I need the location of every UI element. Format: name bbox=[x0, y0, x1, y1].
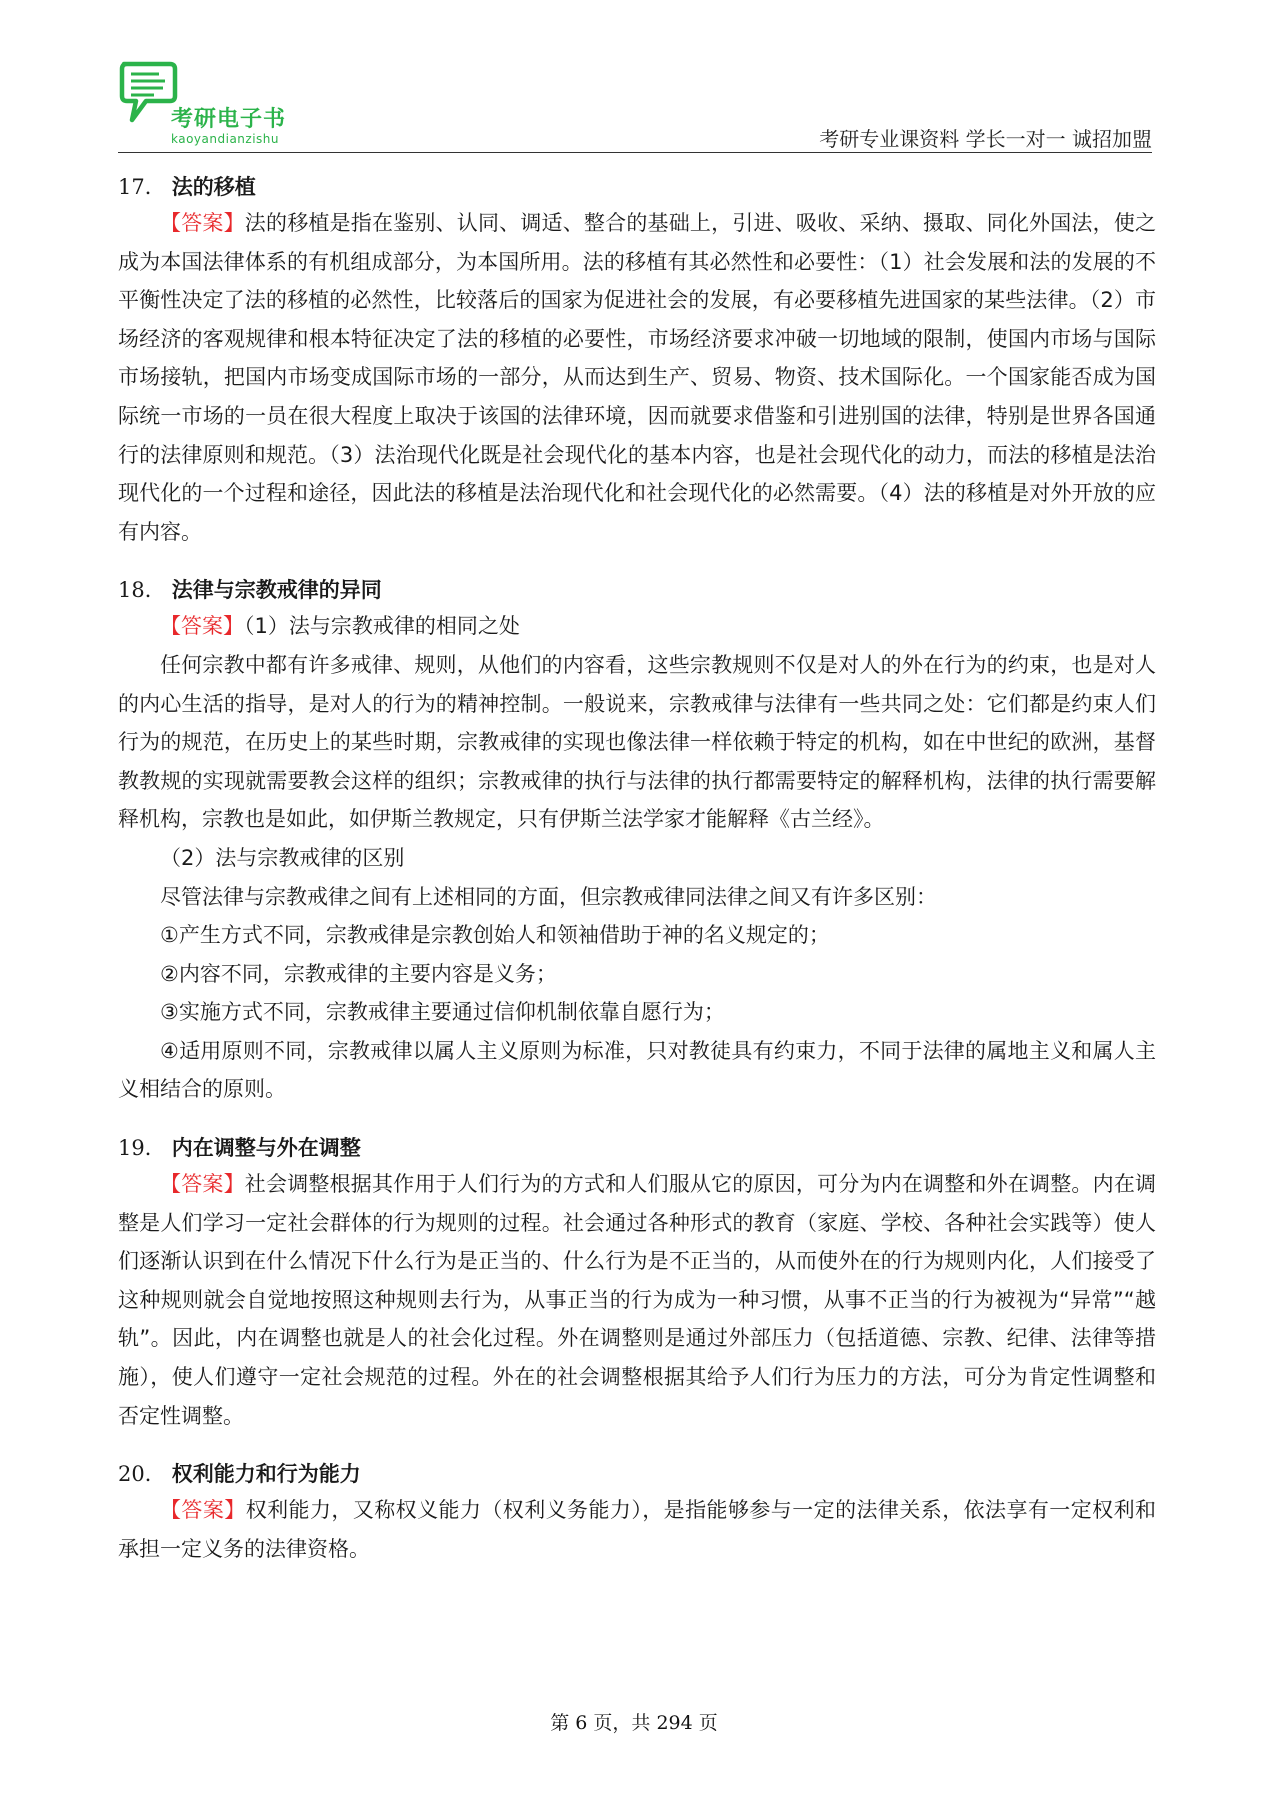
logo-brand-text: 考研电子书 bbox=[171, 107, 287, 132]
question-title bbox=[118, 1131, 1156, 1165]
document-body bbox=[118, 170, 1156, 1568]
answer-paragraph: 任何宗教中都有许多戒律、规则，从他们的内容看，这些宗教规则不仅是对人的外在行为的约束，也是对人的内心生活的指导，是对人的行为的精神控制。一般说来，宗教戒律与法律有一些共同之处：它们都是约束人们行为的规范，在历史上的某些时期，宗教戒律的实现也像法律一样依赖于特定的机构，如在中世纪的欧洲，基督教教规的实现就需要教会这样的组织；宗教戒律的执行与法律的执行都需要特定的解释机构，法律的执行需要解释机构，宗教也是如此，如伊斯兰教规定，只有伊斯兰法学家才能解释《古兰经》。 bbox=[118, 652, 1156, 832]
question-title bbox=[118, 170, 1156, 204]
question-heading: 法律与宗教戒律的异同 bbox=[171, 578, 382, 603]
question-heading: 权利能力和行为能力 bbox=[171, 1462, 361, 1487]
answer-paragraph bbox=[118, 204, 1156, 551]
answer-paragraph bbox=[118, 607, 1156, 646]
answer-tag: 【答案】 bbox=[160, 1172, 245, 1197]
answer-text: （1）法与宗教戒律的相同之处 bbox=[244, 614, 520, 639]
answer-tag: 【答案】 bbox=[160, 1498, 246, 1523]
question-number: 19． bbox=[118, 1136, 166, 1161]
question-section bbox=[118, 170, 1156, 551]
page-header bbox=[118, 52, 1152, 154]
answer-text: 社会调整根据其作用于人们行为的方式和人们服从它的原因，可分为内在调整和外在调整。内在调整是人们学习一定社会群体的行为规则的过程。社会通过各种形式的教育（家庭、学校、各种社会实践等）使人们逐渐认识到在什么情况下什么行为是正当的、什么行为是不正当的，从而使外在的行为规则内化，人们接受了这种规则就会自觉地按照这种规则去行为，从事正当的行为成为一种习惯，从事不正当的行为被视为“异常”“越轨”。因此，内在调整也就是人的社会化过程。外在调整则是通过外部压力（包括道德、宗教、纪律、法律等措施），使人们遵守一定社会规范的过程。外在的社会调整根据其给予人们行为压力的方法，可分为肯定性调整和否定性调整。 bbox=[118, 1172, 1157, 1428]
answer-text: 法的移植是指在鉴别、认同、调适、整合的基础上，引进、吸收、采纳、摄取、同化外国法，使之成为本国法律体系的有机组成部分，为本国所用。法的移植有其必然性和必要性：（1）社会发展和法的发展的不平衡性决定了法的移植的必然性，比较落后的国家为促进社会的发展，有必要移植先进国家的某些法律。（2）市场经济的客观规律和根本特征决定了法的移植的必要性，市场经济要求冲破一切地域的限制，使国内市场与国际市场接轨，把国内市场变成国际市场的一部分，从而达到生产、贸易、物资、技术国际化。一个国家能否成为国际统一市场的一员在很大程度上取决于该国的法律环境，因而就要求借鉴和引进别国的法律，特别是世界各国通行的法律原则和规范。（3）法治现代化既是社会现代化的基本内容，也是社会现代化的动力，而法的移植是法治现代化的一个过程和途径，因此法的移植是法治现代化和社会现代化的必然需要。（4）法的移植是对外开放的应有内容。 bbox=[118, 211, 1157, 544]
header-divider bbox=[118, 152, 1152, 153]
question-title bbox=[118, 1457, 1156, 1491]
answer-tag: 【答案】 bbox=[160, 211, 245, 235]
answer-list-item: ④适用原则不同，宗教戒律以属人主义原则为标准，只对教徒具有约束力，不同于法律的属地主义和属人主义相结合的原则。 bbox=[118, 1038, 1156, 1102]
header-tagline: 考研专业课资料 学长一对一 诚招加盟 bbox=[819, 127, 1152, 151]
answer-list-item: ①产生方式不同，宗教戒律是宗教创始人和领袖借助于神的名义规定的； bbox=[160, 923, 830, 948]
logo-pinyin-text: kaoyandianzishu bbox=[171, 132, 279, 146]
question-section bbox=[118, 1457, 1156, 1568]
question-section bbox=[118, 573, 1156, 1109]
answer-paragraph bbox=[118, 1491, 1156, 1568]
answer-list-item: ②内容不同，宗教戒律的主要内容是义务； bbox=[160, 961, 557, 986]
answer-paragraph bbox=[118, 1165, 1156, 1435]
question-title bbox=[118, 573, 1156, 607]
answer-list-item: ③实施方式不同，宗教戒律主要通过信仰机制依靠自愿行为； bbox=[160, 1000, 725, 1025]
brand-logo bbox=[118, 60, 358, 150]
answer-text: 权利能力，又称权义能力（权利义务能力），是指能够参与一定的法律关系，依法享有一定权利和承担一定义务的法律资格。 bbox=[118, 1498, 1157, 1561]
question-heading: 内在调整与外在调整 bbox=[171, 1136, 361, 1161]
question-heading: 法的移植 bbox=[171, 175, 256, 199]
answer-paragraph: 尽管法律与宗教戒律之间有上述相同的方面，但宗教戒律同法律之间又有许多区别： bbox=[160, 884, 937, 909]
question-section bbox=[118, 1131, 1156, 1435]
question-number: 20． bbox=[118, 1462, 166, 1487]
question-number: 18． bbox=[118, 578, 166, 603]
answer-tag: 【答案】 bbox=[160, 614, 244, 639]
page-number: 第 6 页，共 294 页 bbox=[550, 1712, 718, 1734]
answer-subheading: （2）法与宗教戒律的区别 bbox=[160, 845, 405, 870]
question-number: 17． bbox=[118, 175, 166, 199]
